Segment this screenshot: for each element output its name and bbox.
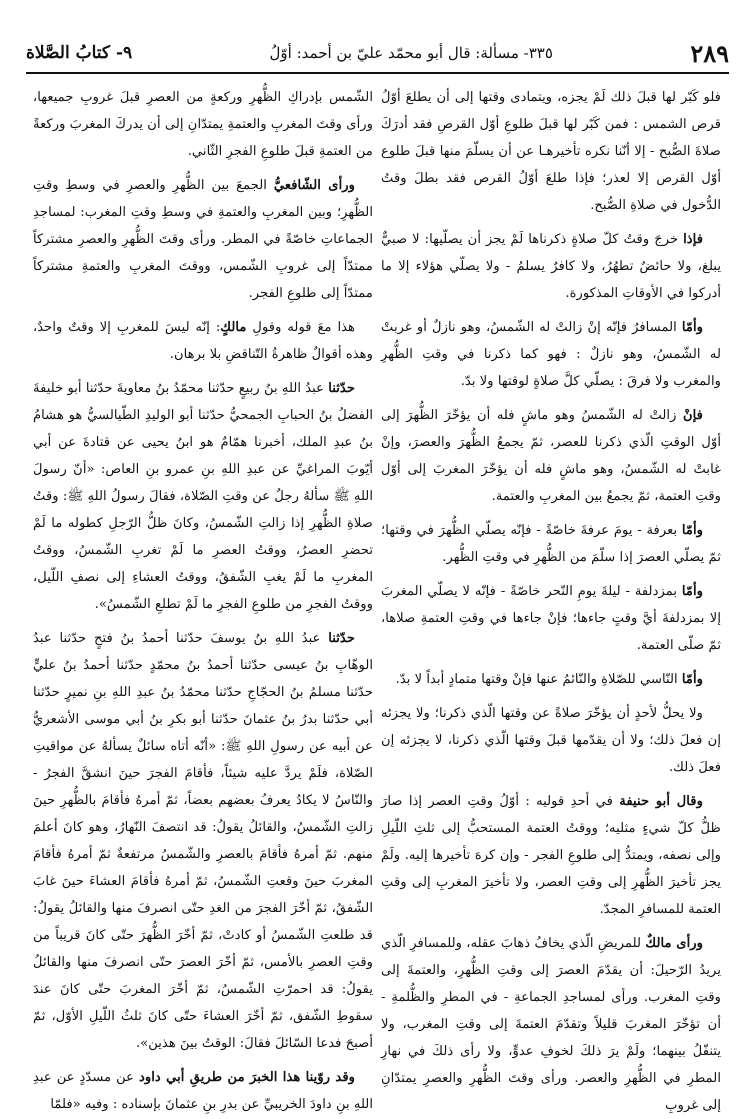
paragraph: فإنْ زالتْ له الشّمسُ وهو ماشٍ فله أن يؤخّرَ الظُّهرَ إلى أوّل الوقتِ الّذي ذكرنا للعصر، ثمّ يجمعُ الظُّهرَ والعصرَ، وإنْ غابتْ له الشّمسُ، وهو ماشٍ فله أن يؤخّرَ المغربَ إلى أوّل وقتِ العتمة، ثمّ يجمعُ بين المغربِ والعتمة. (381, 408, 721, 504)
book-title: ٩- كتابُ الصَّلاة (26, 43, 133, 63)
page-header (26, 38, 729, 68)
paragraph: ورأى الشّافعيُّ الجمعَ بين الظُّهرِ والعصرِ في وسطِ وقتِ الظُّهرِ؛ وبين المغربِ والعتمةِ في وسطِ وقتِ المغرب: لمساجدِ الجماعاتِ خاصّةً في المطر. ورأى وقتَ الظُّهرِ والعصرِ مشتركاً ممتدّاً إلى غروبِ الشّمس، ووقتَ المغربِ والعتمةِ مشتركاً ممتدّاً إلى طلوعِ الفجر. (33, 178, 373, 301)
paragraph: فلو كَبّر لها قبلَ ذلك لَمْ يجزه، ويتمادى وقتها إلى أن يطلعَ أوّلُ قرص الشمس : فمن كَبّر لها قبلَ طلوعِ أوّل القرصِ فقد أدرَكَ صلاةَ الصُّبح - إلا أنّنا نكره تأخيرهـا عن أن يسلّمَ منها قبلَ طلوع أوّل القرص إلا لعذر؛ فإذا طلعَ أوّلُ القرص فقد بطلَ وقتُ الدُّخول في صلاةِ الصُّبح. (381, 90, 721, 213)
page-number: ٢٨٩ (690, 38, 729, 68)
paragraph: ولا يحلُّ لأحدٍ أن يؤخّرَ صلاةً عن وقتها الّذي ذكرنا؛ ولا يجزئه إن فعلَ ذلك؛ ولا أن يقدّمها قبلَ وقتها الّذي ذكرنا، لا يجزئه إن فعلَ ذلك. (381, 706, 721, 775)
paragraph: الشّمس بإدراكِ الظُّهرِ وركعةٍ من العصرِ قبلَ غروبِ جميعها، ورأى وقتَ المغربِ والعتمةِ يمتدّانِ إلى أن يدركَ المغربَ وركعةً من العتمةِ قبلَ طلوعِ الفجرِ الثّاني. (33, 90, 373, 159)
paragraph: وأمّا المسافرُ فإنّه إنْ زالتْ له الشّمسُ، وهو نازلٌ أو غربتْ له الشّمسُ، وهو نازلٌ : فهو كما ذكرنا في وقتِ الظُّهرِ والمغرب ولا فرقَ : يصلّي كلَّ صلاةٍ لوقتها ولا بدّ. (381, 320, 721, 389)
paragraph: ورأى مالكٌ للمريضِ الّذي يخافُ ذهابَ عقله، وللمسافرِ الّذي يريدُ الرّحيلَ: أن يقدّمَ العصرَ إلى وقتِ الظُّهرِ، والعتمةَ إلى وقتِ المغرب. ورأى لمساجدِ الجماعةِ - في المطرِ والظُّلمةِ - أن تؤخّرَ المغربَ قليلاً وتقدّمَ العتمةَ إلى وقتِ المغرب، ولا يتنفّلُ بينهما؛ ولَمْ يرَ ذلكَ لخوفِ عدوٍّ، ولا رأى ذلكَ في نهارِ المطرِ في الظُّهرِ والعصر. ورأى وقتَ الظُّهرِ والعصرِ يمتدّانِ إلى غروبِ (381, 936, 721, 1113)
paragraph: وأمّا بمزدلفة - ليلةَ يومِ النّحر خاصّةً - فإنّه لا يصلّي المغربَ إلا بمزدلفةَ أيَّ وقتٍ جاءها؛ فإنْ جاءها في وقتِ العتمةِ صلاها، ثمّ صلّى العتمة. (381, 584, 721, 653)
paragraph: فإذا خرجَ وقتُ كلّ صلاةٍ ذكرناها لَمْ يجز أن يصلّيها: لا صبيٌّ يبلغ، ولا حائضٌ تطهُرُ، ولا كافرٌ يسلمُ - ولا يصلّي هؤلاء إلا ما أدركوا في الأوقاتِ المذكورة. (381, 232, 721, 301)
header-rule (26, 72, 729, 74)
paragraph: وأمّا بعرفة - يومَ عرفةَ خاصّةً - فإنّه يصلّي الظُّهرَ في وقتها؛ ثمّ يصلّي العصرَ إذا سلّمَ من الظُّهرِ في وقتِ الظُّهر. (381, 523, 721, 565)
hadith-paragraph: حدّثنا عبدُ اللهِ بنُ ربيعٍ حدّثنا محمّدُ بنُ معاويةَ حدّثنا أبو خليفةَ الفضلُ بنُ الحبابِ الجمحيُّ حدّثنا أبو الوليدِ الطّيالسيُّ هو هشامُ بنُ عبدِ الملك، أخبرنا همّامٌ هو ابنُ يحيى عن قتادةَ عن أبي أيّوبَ المراغيِّ عن عبدِ اللهِ بنِ عمرو بنِ العاص: «أنّ رسولَ اللهِ ﷺ سألهُ رجلٌ عن وقتِ الصّلاة، فقالَ رسولُ اللهِ ﷺ: وقتُ صلاةِ الظُّهرِ إذا زالتِ الشّمسُ، وكانَ ظلُّ الرّجلِ كطوله ما لَمْ تحضرِ العصرُ، ووقتُ العصرِ ما لَمْ تغربِ الشّمسُ، ووقتُ المغربِ ما لَمْ يغبِ الشّفقُ، ووقتُ العشاءِ إلى نصفِ اللّيل، ووقتُ الفجرِ من طلوعِ الفجرِ ما لَمْ تطلعِ الشّمسُ». (33, 381, 373, 612)
running-title: ٣٣٥- مسألة: قال أبو محمّد عليّ بن أحمد: أوّلُ (269, 44, 553, 62)
paragraph: وقد روّينا هذا الخبرَ من طريقِ أبي داود عن مسدّدٍ عن عبدِ اللهِ بنِ داودَ الخريبيِّ عن بدرِ بنِ عثمانَ بإسناده : وفيه «فلمّا (33, 1070, 373, 1112)
right-text-column (381, 84, 721, 1113)
paragraph: هذا معَ قوله وقولِ مالكٍ: إنّه ليسَ للمغربِ إلا وقتٌ واحدٌ، وهذه أقوالٌ ظاهرةُ التّناقضِ بلا برهان. (33, 320, 373, 362)
left-text-column (33, 84, 373, 1112)
paragraph: وقال أبو حنيفة في أحدِ قوليه : أوّلُ وقتِ العصر إذا صارَ ظلُّ كلّ شيءٍ مثليه؛ ووقتُ العتمة المستحبُّ إلى ثلثِ اللّيلِ وإلى نصفه، ويمتدُّ إلى طلوعِ الفجر - وإن كرهَ تأخيرها إليه. ولَمْ يجز تأخيرَ الظُّهرِ إلى وقتِ العصر، ولا تأخيرَ المغربِ إلى وقتِ العتمة للمسافرِ المجدّ. (381, 794, 721, 917)
paragraph: وأمّا النّاسي للصّلاةِ والنّائمُ عنها فإنْ وقتها متمادٍ أبداً لا بدّ. (395, 672, 703, 687)
hadith-paragraph: حدّثنا عبدُ اللهِ بنُ يوسفَ حدّثنا أحمدُ بنُ فتحٍ حدّثنا عبدُ الوهّابِ بنُ عيسى حدّثنا أحمدُ بنُ محمّدٍ حدّثنا أحمدُ بنُ عليٍّ حدّثنا مسلمُ بنُ الحجّاجِ حدّثنا محمّدُ بنُ عبدِ اللهِ بنِ نميرٍ حدّثنا أبي حدّثنا بدرُ بنُ عثمانَ حدّثنا أبو بكرِ بنُ أبي موسى الأشعريُّ عن أبيه عن رسولِ اللهِ ﷺ: «أنّه أتاه سائلٌ يسألهُ عن مواقيتِ الصّلاة، فلَمْ يردَّ عليه شيئاً، فأقامَ الفجرَ حينَ انشقَّ الفجرُ - والنّاسُ لا يكادُ يعرفُ بعضهم بعضاً، ثمّ أمرهُ فأقامَ بالظُّهرِ حينَ زالتِ الشّمسُ، والقائلُ يقولُ: قد انتصفَ النّهارُ، وهو كانَ أعلمَ منهم. ثمّ أمرهُ فأقامَ بالعصرِ والشّمسُ مرتفعةٌ ثمّ أمرهُ فأقامَ المغربَ حينَ وقعتِ الشّمسُ، ثمّ أمرهُ فأقامَ العشاءَ حينَ غابَ الشّفقُ، ثمّ أخّرَ الفجرَ من الغدِ حتّى انصرفَ منها والقائلُ يقولُ: قد طلعتِ الشّمسُ أو كادتْ، ثمّ أخّرَ الظُّهرَ حتّى كانَ قريباً من وقتِ العصرِ بالأمس، ثمّ أخّرَ العصرَ حتّى انصرفَ منها والقائلُ يقولُ: قد احمرّتِ الشّمسُ، ثمّ أخّرَ المغربَ حتّى كانَ عندَ سقوطِ الشّفق، ثمّ أخّرَ العشاءَ حتّى كانَ ثلثُ اللّيلِ الأوّل، ثمّ أصبحَ فدعا السّائلَ فقالَ: الوقتُ بينَ هذين». (33, 631, 373, 1051)
